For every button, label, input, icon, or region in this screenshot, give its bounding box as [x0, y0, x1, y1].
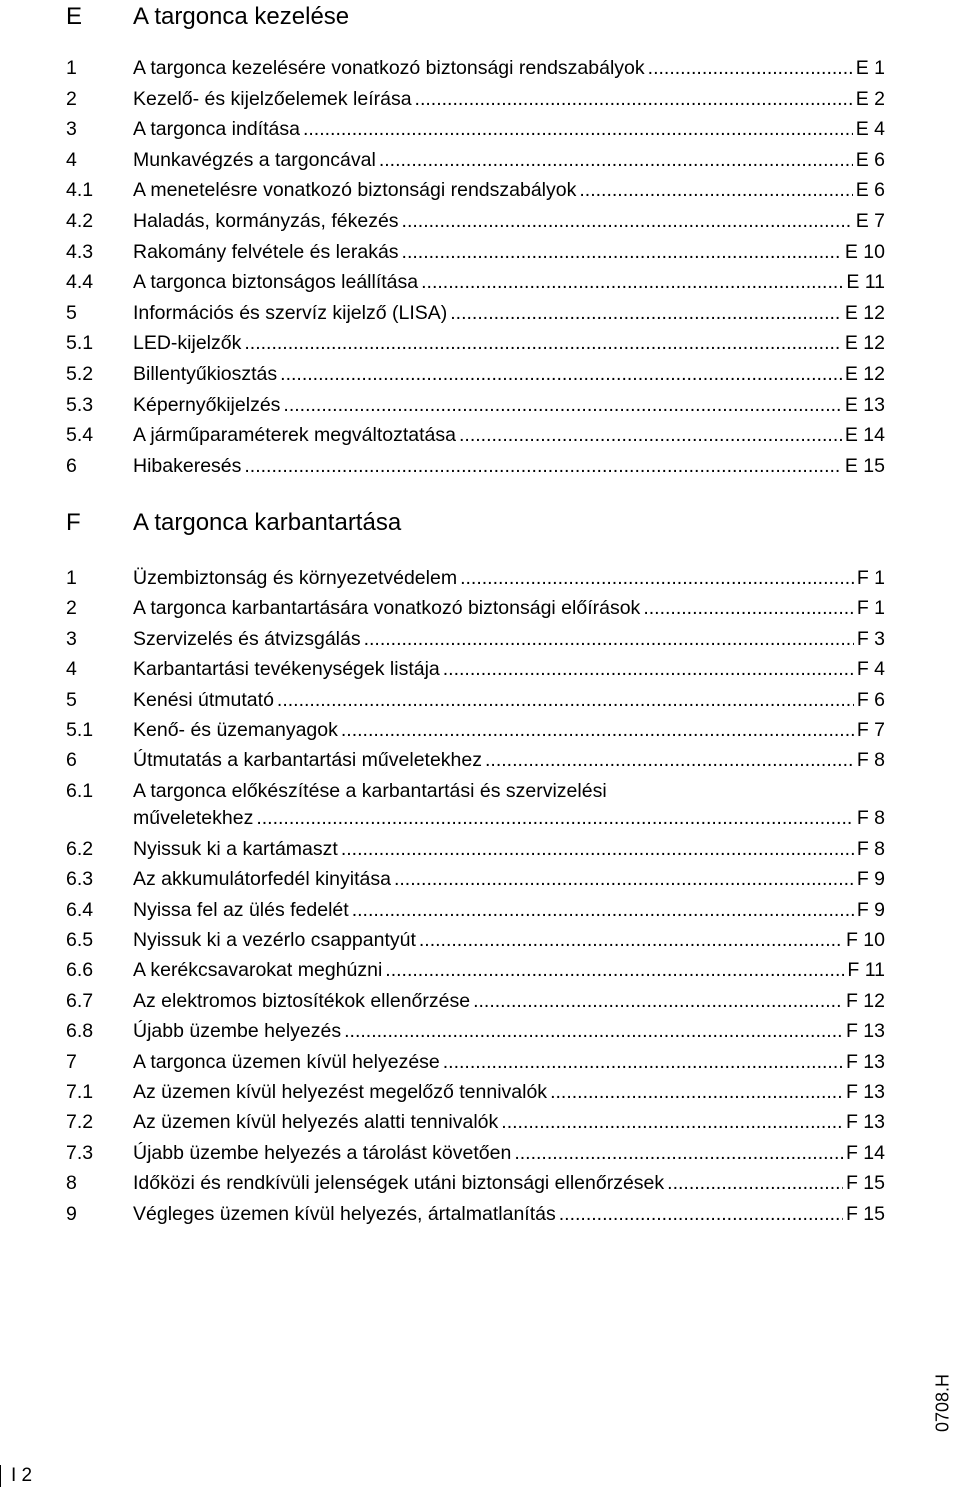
toc-entry-leader-line — [133, 866, 885, 893]
dot-leader — [460, 565, 854, 592]
toc-entry-page: E 6 — [855, 179, 885, 202]
toc-entry-leader-line — [133, 208, 885, 235]
toc-entry-page: F 13 — [845, 1020, 885, 1043]
toc-entry-page: E 1 — [855, 57, 885, 79]
toc-entry-number: 7.1 — [66, 1081, 94, 1103]
toc-entry-leader-line — [133, 836, 885, 863]
toc-entry-body — [133, 361, 885, 388]
toc-entry-leader-line — [133, 330, 885, 357]
toc-entry-title: Információs és szervíz kijelző (LISA) — [133, 301, 448, 324]
toc-entry-title: Végleges üzemen kívül helyezés, ártalmatlanítás — [133, 1202, 556, 1225]
toc-entry-title: A menetelésre vonatkozó biztonsági rendszabályok — [133, 179, 577, 202]
toc-entry-body — [133, 177, 885, 204]
toc-entry-page: F 3 — [856, 627, 885, 650]
dot-leader — [364, 626, 854, 653]
toc-entry-title: Kenő- és üzemanyagok — [133, 719, 338, 741]
toc-entry-title: Haladás, kormányzás, fékezés — [133, 210, 399, 232]
toc-entry-number: 6.3 — [66, 868, 94, 891]
toc-entry-page: F 8 — [856, 749, 885, 772]
dot-leader — [385, 957, 844, 984]
toc-entry-number: 4 — [66, 658, 77, 681]
toc-entry-page: F 6 — [856, 688, 885, 711]
dot-leader — [501, 1109, 843, 1136]
dot-leader — [667, 1170, 843, 1197]
section-f-heading — [0, 506, 960, 540]
toc-entry-title: Időközi és rendkívüli jelenségek utáni biztonsági ellenőrzések — [133, 1172, 665, 1195]
toc-entry-body — [133, 1170, 885, 1197]
toc-entry-title: Az akkumulátorfedél kinyitása — [133, 868, 391, 891]
toc-entry-title: Karbantartási tevékenységek listája — [133, 658, 440, 681]
toc-entry-title: A targonca indítása — [133, 118, 300, 141]
toc-entry-number: 6.5 — [66, 929, 94, 951]
toc-entry-title-continued: műveletekhez — [133, 806, 254, 829]
dot-leader — [244, 330, 842, 357]
document-code — [928, 1355, 958, 1450]
toc-entry-leader-line — [133, 86, 885, 113]
toc-entry-leader-line — [133, 1109, 885, 1136]
toc-entry-title: Kenési útmutató — [133, 688, 274, 711]
toc-entry-leader-line — [133, 300, 885, 327]
toc-entry-number: 9 — [66, 1202, 77, 1225]
toc-entry-body — [133, 656, 885, 683]
toc-entry-page: E 10 — [844, 240, 885, 263]
dot-leader — [459, 422, 842, 449]
toc-entry-title: A járműparaméterek megváltoztatása — [133, 424, 456, 447]
toc-entry-leader-line — [133, 1018, 885, 1045]
toc-entry-page: F 1 — [856, 567, 885, 589]
toc-entry-body — [133, 565, 885, 592]
toc-entry-page: E 13 — [844, 393, 885, 416]
toc-entry-leader-line — [133, 717, 885, 744]
toc-entry-body — [133, 626, 885, 653]
document-code-text: 0708.H — [932, 1373, 953, 1432]
toc-entry-title: A targonca előkészítése a karbantartási és szervizelési — [133, 779, 607, 802]
toc-entry-body — [133, 86, 885, 113]
toc-entry-body — [133, 717, 885, 744]
toc-entry-number: 1 — [66, 567, 77, 589]
toc-entry-page: F 1 — [856, 597, 885, 620]
toc-entry-page: F 10 — [845, 929, 885, 951]
dot-leader — [256, 805, 853, 832]
dot-leader — [443, 656, 854, 683]
toc-entry-page: E 7 — [855, 210, 885, 232]
toc-entry-title: Nyissuk ki a kartámaszt — [133, 837, 338, 860]
toc-entry-title: Rakomány felvétele és lerakás — [133, 240, 399, 263]
toc-entry-body — [133, 453, 885, 480]
toc-entry-body — [133, 55, 885, 82]
toc-entry-page: F 9 — [856, 868, 885, 891]
toc-entry-number: 5.1 — [66, 719, 94, 741]
toc-entry-page: E 12 — [844, 332, 885, 355]
toc-entry-leader-line — [133, 1079, 885, 1106]
toc-entry-leader-line — [133, 422, 885, 449]
toc-entry-title: A targonca üzemen kívül helyezése — [133, 1050, 440, 1073]
toc-entry-body — [133, 269, 885, 296]
toc-entry-body — [133, 239, 885, 266]
toc-entry-number: 4.4 — [66, 271, 94, 294]
toc-entry-number: 6.1 — [66, 779, 94, 802]
dot-leader — [485, 747, 854, 774]
toc-entry-body — [133, 927, 885, 954]
toc-entry-number: 5 — [66, 301, 77, 324]
toc-entry-title: Kezelő- és kijelzőelemek leírása — [133, 87, 412, 110]
toc-entry-body — [133, 1201, 885, 1228]
toc-entry-title: Képernyőkijelzés — [133, 393, 281, 416]
section-f-letter: F — [66, 509, 81, 536]
toc-entry-title: Szervizelés és átvizsgálás — [133, 627, 361, 650]
toc-entry-number: 4.1 — [66, 179, 94, 202]
toc-entry-page: E 12 — [844, 363, 885, 385]
toc-entry-leader-line — [133, 565, 885, 592]
toc-entry-leader-line — [133, 595, 885, 622]
dot-leader — [419, 927, 843, 954]
toc-entry-page: E 11 — [846, 271, 885, 294]
dot-leader — [559, 1201, 843, 1228]
toc-entry-body — [133, 957, 885, 984]
dot-leader — [277, 687, 854, 714]
section-e-heading — [0, 0, 960, 34]
toc-entry-number: 2 — [66, 87, 77, 110]
toc-entry-page: F 14 — [845, 1141, 885, 1164]
toc-entry-title: Az üzemen kívül helyezést megelőző tennivalók — [133, 1081, 548, 1103]
toc-entry-body — [133, 300, 885, 327]
toc-entry-title: Munkavégzés a targoncával — [133, 148, 376, 171]
toc-entry-page: F 11 — [847, 959, 885, 982]
toc-entry-page: F 8 — [856, 806, 885, 829]
section-f-title: A targonca karbantartása — [133, 509, 402, 536]
toc-entry-leader-line — [133, 897, 885, 924]
toc-entry-page: E 15 — [844, 454, 885, 477]
toc-entry-page: E 12 — [844, 301, 885, 324]
toc-entry-leader-line — [133, 1201, 885, 1228]
toc-entry-body — [133, 116, 885, 143]
section-e-letter: E — [66, 3, 83, 30]
toc-entry-page: F 15 — [845, 1172, 885, 1195]
toc-entry-leader-line — [133, 239, 885, 266]
toc-entry-title: Hibakeresés — [133, 454, 242, 477]
toc-entry-title: Újabb üzembe helyezés — [133, 1020, 342, 1043]
toc-entry-body — [133, 147, 885, 174]
dot-leader — [648, 55, 853, 82]
toc-entry-leader-line — [133, 116, 885, 143]
toc-entry-number: 4.2 — [66, 210, 94, 232]
toc-entry-number: 7.3 — [66, 1141, 94, 1164]
toc-entry-leader-line — [133, 177, 885, 204]
toc-entry-leader-line — [133, 269, 885, 296]
toc-entry-page: F 13 — [845, 1081, 885, 1103]
toc-entry-body — [133, 595, 885, 622]
toc-entry-body — [133, 422, 885, 449]
toc-entry-body — [133, 988, 885, 1015]
toc-entry-page: F 12 — [845, 989, 885, 1012]
toc-entry-page: E 6 — [855, 148, 885, 171]
toc-entry-body — [133, 1109, 885, 1136]
toc-entry-number: 6 — [66, 749, 77, 772]
dot-leader — [643, 595, 854, 622]
dot-leader — [550, 1079, 843, 1106]
dot-leader — [421, 269, 843, 296]
toc-entry-body — [133, 747, 885, 774]
section-e-title: A targonca kezelése — [133, 3, 350, 30]
toc-entry-title: A targonca karbantartására vonatkozó biztonsági előírások — [133, 597, 641, 620]
toc-entry-number: 4.3 — [66, 240, 94, 263]
toc-entry-title: Útmutatás a karbantartási műveletekhez — [133, 749, 483, 772]
toc-entry-number: 7.2 — [66, 1111, 94, 1134]
dot-leader — [303, 116, 853, 143]
dot-leader — [244, 453, 841, 480]
toc-entry-number: 5.4 — [66, 424, 94, 447]
toc-entry-body — [133, 1049, 885, 1076]
toc-entry-number: 6 — [66, 454, 77, 477]
toc-entry-page: F 15 — [845, 1202, 885, 1225]
toc-entry-number: 1 — [66, 57, 77, 79]
toc-entry-leader-line — [133, 687, 885, 714]
toc-entry-page: F 13 — [845, 1050, 885, 1073]
toc-entry-leader-line — [133, 392, 885, 419]
toc-entry-title: A kerékcsavarokat meghúzni — [133, 959, 383, 982]
toc-entry-body — [133, 208, 885, 235]
toc-entry-number: 5.3 — [66, 393, 94, 416]
toc-entry-title: A targonca biztonságos leállítása — [133, 271, 419, 294]
toc-entry-number: 6.4 — [66, 898, 94, 921]
dot-leader — [352, 897, 854, 924]
toc-entry-body — [133, 687, 885, 714]
toc-entry-page: F 13 — [845, 1111, 885, 1134]
toc-entry-leader-line — [133, 626, 885, 653]
toc-entry-leader-line — [133, 55, 885, 82]
dot-leader — [450, 300, 842, 327]
toc-entry-leader-line — [133, 957, 885, 984]
dot-leader — [443, 1049, 843, 1076]
dot-leader — [514, 1140, 843, 1167]
toc-entry-number: 3 — [66, 118, 77, 141]
toc-entry-number: 6.2 — [66, 837, 94, 860]
dot-leader — [402, 208, 853, 235]
toc-entry-number: 2 — [66, 597, 77, 620]
dot-leader — [394, 866, 854, 893]
toc-entry-body — [133, 1140, 885, 1167]
toc-entry-page: E 2 — [855, 87, 885, 110]
toc-entry-title: Nyissa fel az ülés fedelét — [133, 898, 349, 921]
toc-entry-number: 6.7 — [66, 989, 94, 1012]
toc-entry-body — [133, 836, 885, 863]
toc-entry-body — [133, 330, 885, 357]
dot-leader — [341, 836, 854, 863]
dot-leader — [579, 177, 852, 204]
toc-entry-page: E 4 — [855, 118, 885, 141]
toc-entry-number: 6.6 — [66, 959, 94, 982]
toc-entry-title: A targonca kezelésére vonatkozó biztonsági rendszabályok — [133, 57, 645, 79]
dot-leader — [415, 86, 853, 113]
dot-leader — [402, 239, 842, 266]
toc-entry-number: 5.1 — [66, 332, 94, 355]
toc-entry-body — [133, 1018, 885, 1045]
toc-entry-title: Üzembiztonság és környezetvédelem — [133, 567, 458, 589]
toc-entry-title: Nyissuk ki a vezérlo csappantyút — [133, 929, 416, 951]
toc-entry-number: 5 — [66, 688, 77, 711]
toc-entry-leader-line — [133, 453, 885, 480]
toc-entry-page: E 14 — [844, 424, 885, 447]
toc-entry-leader-line — [133, 147, 885, 174]
toc-entry-page: F 8 — [856, 837, 885, 860]
toc-entry-number: 6.8 — [66, 1020, 94, 1043]
toc-entry-title: Az üzemen kívül helyezés alatti tennivalók — [133, 1111, 499, 1134]
toc-entry-body — [133, 866, 885, 893]
toc-entry-body — [133, 897, 885, 924]
toc-entry-leader-line — [133, 1049, 885, 1076]
toc-entry-title: Billentyűkiosztás — [133, 363, 278, 385]
dot-leader — [379, 147, 853, 174]
dot-leader — [473, 988, 843, 1015]
toc-entry-number: 7 — [66, 1050, 77, 1073]
dot-leader — [283, 392, 841, 419]
dot-leader — [280, 361, 842, 388]
toc-entry-page: F 7 — [856, 719, 885, 741]
toc-entry-leader-line — [133, 927, 885, 954]
toc-entry-body — [133, 1079, 885, 1106]
dot-leader — [341, 717, 854, 744]
toc-entry-leader-line — [133, 747, 885, 774]
toc-entry-title: LED-kijelzők — [133, 332, 242, 355]
toc-entry-leader-line — [133, 361, 885, 388]
page-number: I 2 — [0, 1465, 32, 1487]
dot-leader — [344, 1018, 843, 1045]
toc-entry-leader-line — [133, 1170, 885, 1197]
toc-entry-body — [133, 778, 885, 832]
toc-entry-page: F 9 — [856, 898, 885, 921]
toc-entry-leader-line — [133, 805, 885, 832]
toc-entry-leader-line — [133, 1140, 885, 1167]
toc-entry-body — [133, 392, 885, 419]
toc-entry-title: Az elektromos biztosítékok ellenőrzése — [133, 989, 471, 1012]
toc-entry-leader-line — [133, 988, 885, 1015]
toc-entry-title: Újabb üzembe helyezés a tárolást követően — [133, 1141, 512, 1164]
toc-entry-number: 3 — [66, 627, 77, 650]
toc-entry-leader-line — [133, 656, 885, 683]
toc-entry-page: F 4 — [856, 658, 885, 681]
toc-entry-number: 8 — [66, 1172, 77, 1195]
toc-entry-number: 4 — [66, 148, 77, 171]
toc-entry-number: 5.2 — [66, 363, 94, 385]
